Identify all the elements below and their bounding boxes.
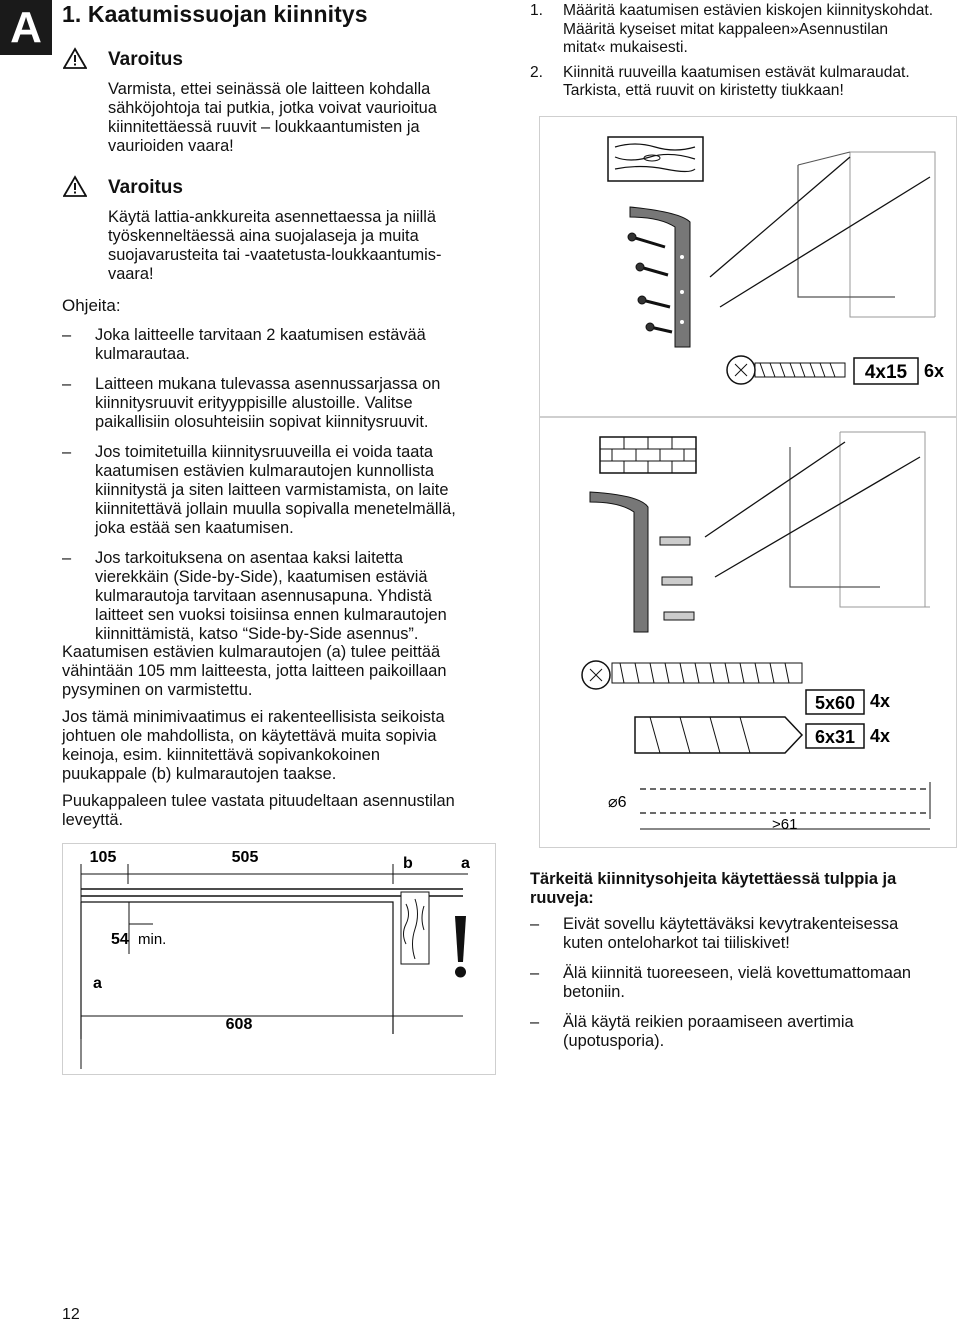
- warning-icon: [63, 47, 87, 69]
- list-item: [62, 375, 502, 432]
- notes-list: [62, 326, 502, 655]
- text-line: kulmarautaa.: [95, 345, 190, 363]
- step-number: 1.: [530, 2, 544, 19]
- step-number: 2.: [530, 63, 544, 81]
- list-item: [62, 549, 502, 644]
- exclamation-text: !: [63, 844, 64, 845]
- text-line: – Älä kiinnitä tuoreeseen, vielä kovettumattomaan: [563, 964, 912, 982]
- tips-title: [530, 870, 958, 908]
- section-letter: A: [10, 3, 42, 52]
- brick-wall-figure: [539, 416, 957, 848]
- text-line: laitteet sen vuoksi toisiinsa ennen kulmarautojen: [95, 606, 447, 624]
- text-line: paikallisiin olosuhteisiin sopivat kiinnitysruuvit.: [95, 413, 429, 431]
- label-a-top: a: [461, 855, 470, 872]
- notes-title: Ohjeita:: [62, 296, 121, 315]
- paragraph: [62, 643, 502, 700]
- exclamation-icon: [455, 916, 466, 962]
- text-line: kuten onteloharkot tai tiiliskivet!: [563, 934, 790, 952]
- step-list: [530, 2, 958, 101]
- text-line: Tarkista, että ruuvit on kiristetty tiukkaan!: [563, 82, 844, 99]
- tips-list: [530, 915, 958, 1062]
- text-line: Puukappaleen tulee vastata pituudeltaan asennustilan: [62, 792, 455, 810]
- text-line: Määritä kaatumisen estävien kiskojen kiinnityskohdat.: [563, 2, 934, 19]
- warning-title: Varoitus: [108, 49, 183, 70]
- appliance-corner-icon: [705, 432, 930, 607]
- text-line: Määritä kyseiset mitat kappaleen»Asennustilan: [563, 20, 889, 38]
- plug-size-label: 6x31: [814, 727, 856, 747]
- screw-spec-icon: [727, 356, 845, 384]
- bracket-icon: [630, 207, 690, 347]
- screw-qty-label: 4x: [870, 691, 891, 711]
- screw-size-label: 4x15: [864, 362, 908, 383]
- label-a-side: a: [93, 975, 102, 992]
- text-line: keinoja, esim. kiinnitettävä sopivankokoinen: [62, 746, 380, 764]
- text-line: – Älä käytä reikien poraamiseen avertimia: [563, 1013, 854, 1031]
- bracket-icon: [590, 492, 648, 632]
- text-line: johtuen ole mahdollista, on käytettävä muita sopivia: [62, 727, 437, 745]
- text-line: suojavarusteita tai -vaatetusta-loukkaantumis-: [108, 246, 442, 264]
- screw-size-label: 5x60: [814, 693, 856, 713]
- warning-text: [108, 208, 488, 284]
- paragraph: [62, 792, 502, 830]
- text-line: vähintään 105 mm laitteesta, jotta laitteen paikoillaan: [62, 662, 447, 680]
- label-b: b: [403, 855, 413, 872]
- text-line: Varmista, ettei seinässä ole laitteen kohdalla: [108, 80, 431, 98]
- text-line: Kaatumisen estävien kulmarautojen (a) tulee peittää: [62, 643, 441, 661]
- text-line: kiinnitystä ja siten laitteen varmistamista, on laite: [95, 481, 449, 499]
- page-title: 1. Kaatumissuojan kiinnitys: [62, 1, 368, 27]
- page-number: 12: [62, 1306, 80, 1323]
- step-item: [530, 64, 958, 101]
- section-badge: [0, 0, 52, 55]
- text-line: mitat« mukaisesti.: [563, 39, 688, 56]
- brick-wall-icon: [600, 437, 696, 473]
- warning-title: Varoitus: [108, 177, 183, 198]
- drill-diameter-label: ⌀6: [608, 794, 627, 811]
- text-line: betoniin.: [563, 983, 625, 1001]
- text-line: – Jos toimitetuilla kiinnitysruuveilla ei voida taata: [95, 443, 433, 461]
- dim-505: 505: [231, 849, 259, 866]
- text-line: leveyttä.: [62, 811, 124, 829]
- text-line: kiinnitysruuvit erityyppisille alustoille. Valitse: [95, 394, 413, 412]
- text-line: ruuveja:: [530, 889, 594, 907]
- text-line: kulmarautoja tarvitaan asennusapuna. Yhdistä: [95, 587, 432, 605]
- dim-min: min.: [138, 931, 167, 948]
- text-line: joka estää sen kaatumisen.: [95, 519, 294, 537]
- text-line: vierekkäin (Side-by-Side), kaatumisen estäviä: [95, 568, 428, 586]
- step-item: [530, 2, 958, 58]
- paragraph: [62, 708, 502, 784]
- text-line: kiinnitettäessä ruuvit – loukkaantumisten ja: [108, 118, 420, 136]
- list-item: [530, 1013, 958, 1051]
- dimension-figure: [62, 843, 496, 1075]
- text-line: – Laitteen mukana tulevassa asennussarjassa on: [95, 375, 441, 393]
- screw-qty-label: 6x: [924, 361, 945, 381]
- text-line: työskenneltäessä aina suojalaseja ja muita: [108, 227, 419, 245]
- text-line: pysyminen on varmistettu.: [62, 681, 253, 699]
- text-line: Jos tämä minimivaatimus ei rakenteellisista seikoista: [62, 708, 445, 726]
- appliance-corner-icon: [710, 152, 935, 317]
- text-line: puukappale (b) kulmarautojen taakse.: [62, 765, 337, 783]
- text-line: kiinnitettävä jollain muulla sopivalla menetelmällä,: [95, 500, 456, 518]
- dim-105: 105: [89, 849, 117, 866]
- text-line: kiinnittämistä, katso “Side-by-Side asennus”.: [95, 625, 419, 643]
- text-line: – Eivät sovellu käytettäväksi kevytrakenteisessa: [563, 915, 899, 933]
- list-item: [62, 326, 502, 364]
- wood-wall-figure: [539, 116, 957, 418]
- text-line: – Jos tarkoituksena on asentaa kaksi laitetta: [95, 549, 403, 567]
- wood-block-icon: [608, 137, 703, 181]
- wall-plug-spec-icon: [582, 661, 802, 753]
- text-line: sähköjohtoja tai putkia, jotka voivat vaurioitua: [108, 99, 437, 117]
- wall-plug-icon: [660, 537, 694, 620]
- text-line: – Joka laitteelle tarvitaan 2 kaatumisen estävää: [95, 326, 426, 344]
- list-item: [62, 443, 502, 538]
- dim-608: 608: [225, 1016, 253, 1033]
- warning-text: [108, 80, 488, 156]
- warning-icon: [63, 175, 87, 197]
- screw-icon: [628, 233, 672, 332]
- drill-depth-label: >61: [772, 816, 798, 833]
- text-line: Käytä lattia-ankkureita asennettaessa ja niillä: [108, 208, 437, 226]
- text-line: kaatumisen estävien kulmarautojen kunnollista: [95, 462, 434, 480]
- list-item: [530, 915, 958, 953]
- text-line: vaara!: [108, 265, 154, 283]
- plug-qty-label: 4x: [870, 726, 891, 746]
- text-line: Kiinnitä ruuveilla kaatumisen estävät kulmaraudat.: [563, 63, 910, 81]
- dim-54: 54: [111, 931, 129, 948]
- text-line: vaurioiden vaara!: [108, 137, 234, 155]
- text-line: (upotusporia).: [563, 1032, 665, 1050]
- list-item: [530, 964, 958, 1002]
- text-line: Tärkeitä kiinnitysohjeita käytettäessä tulppia ja: [530, 870, 897, 888]
